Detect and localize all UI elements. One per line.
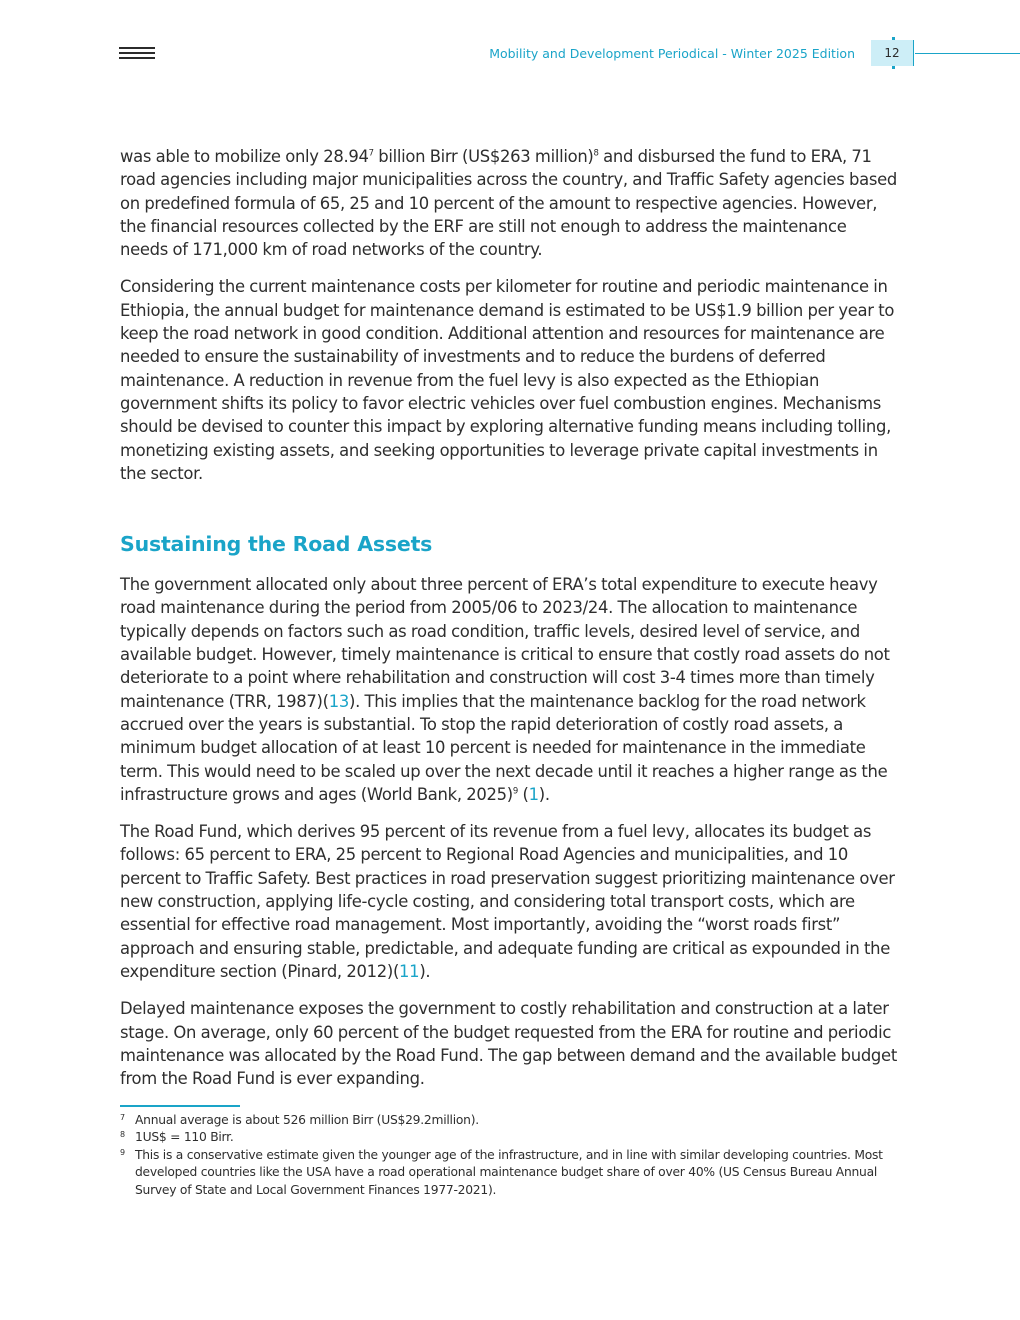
paragraph-funding xyxy=(120,145,898,261)
footnote-7 xyxy=(120,1112,898,1130)
paragraph-text: ( xyxy=(517,784,529,804)
section-heading: Sustaining the Road Assets xyxy=(120,532,433,557)
footnote-divider xyxy=(120,1105,240,1106)
footnote-text: Annual average is about 526 million Birr (US$29.2million). xyxy=(135,1112,479,1127)
paragraph-text: ). This implies that the maintenance backlog for the road network accrued over the years is substantial. To stop the rapid deterioration of costly road assets, a minimum budget allocation of at least 10 percent is needed for maintenance in the immediate term. This would need to be scaled up over the next decade until it reaches a higher range as the infrastructure grows and ages (World Bank, 2025) xyxy=(120,691,888,804)
footnote-mark: 9 xyxy=(120,1147,125,1157)
paragraph-road-fund xyxy=(120,820,898,983)
paragraph-text: and disbursed the fund to ERA, 71 road agencies including major municipalities across the country, and Traffic Safety agencies based on predefined formula of 65, 25 and 10 percent of the amount to respective agencies. However, the financial resources collected by the ERF are still not enough to address the maintenance needs of 171,000 km of road networks of the country. xyxy=(120,147,897,260)
page-box-tick-bottom xyxy=(892,66,895,69)
paragraph-text: ). xyxy=(538,784,550,804)
paragraph-text: ). xyxy=(419,961,431,981)
footnote-8 xyxy=(120,1129,898,1147)
footnote-ref-9[interactable]: 9 xyxy=(512,786,518,797)
paragraph-text: The government allocated only about three percent of ERA’s total expenditure to execute heavy road maintenance during the period from 2005/06 to 2023/24. The allocation to maintenance typically depends on factors such as road condition, traffic levels, desired level of service, and available budget. However, timely maintenance is critical to ensure that costly road assets do not deteriorate to a point where rehabilitation and construction will cost 3-4 times more than timely maintenance (TRR, 1987)( xyxy=(120,575,890,711)
menu-icon[interactable] xyxy=(119,47,155,60)
footnote-text: This is a conservative estimate given the younger age of the infrastructure, and in line with similar developing countries. Most developed countries like the USA have a road operational maintenance budget share of over 40% (US Census Bureau Annual Survey of State and Local Government Finances 1977-2021). xyxy=(135,1147,883,1197)
footnote-mark: 8 xyxy=(120,1130,125,1140)
footnote-ref-7[interactable]: 7 xyxy=(368,148,374,159)
header-rule xyxy=(915,53,1020,54)
paragraph-delayed-maintenance: Delayed maintenance exposes the government to costly rehabilitation and construction at a later stage. On average, only 60 percent of the budget requested from the ERA for routine and periodic maintenance was allocated by the Road Fund. The gap between demand and the available budget from the Road Fund is ever expanding. xyxy=(120,999,897,1089)
citation-link-11[interactable]: 11 xyxy=(399,961,420,981)
paragraph-allocation xyxy=(120,573,898,806)
paragraph-text: The Road Fund, which derives 95 percent of its revenue from a fuel levy, allocates its budget as follows: 65 percent to ERA, 25 percent to Regional Road Agencies and municipalities, and 10 percent to Traffic Safety. Best practices in road preservation suggest prioritizing maintenance over new construction, applying life-cycle costing, and considering total transport costs, which are essential for effective road management. Most importantly, avoiding the “worst roads first” approach and ensuring stable, predictable, and adequate funding are critical as expounded in the expenditure section (Pinard, 2012)( xyxy=(120,822,895,981)
footnote-ref-8[interactable]: 8 xyxy=(593,148,599,159)
footnote-9 xyxy=(120,1147,898,1200)
paragraph-text: was able to mobilize only 28.94 xyxy=(120,147,369,166)
citation-link-1[interactable]: 1 xyxy=(528,784,539,804)
article-body xyxy=(120,145,898,1199)
citation-link-13[interactable]: 13 xyxy=(328,691,349,711)
paragraph-text: billion Birr (US$263 million) xyxy=(373,147,594,166)
page-number: 12 xyxy=(884,46,900,60)
paragraph-maintenance-costs: Considering the current maintenance costs per kilometer for routine and periodic maintenance in Ethiopia, the annual budget for maintenance demand is estimated to be US$1.9 billion per year to keep the road network in good condition. Additional attention and resources for maintenance are needed to ensure the sustainability of investments and to reduce the burdens of deferred maintenance. A reduction in revenue from the fuel levy is also expected as the Ethiopian government shifts its policy to favor electric vehicles over fuel combustion engines. Mechanisms should be devised to counter this impact by exploring alternative funding means including tolling, monetizing existing assets, and seeking opportunities to leverage private capital investments in the sector. xyxy=(120,277,895,483)
footnote-mark: 7 xyxy=(120,1112,125,1122)
periodical-title: Mobility and Development Periodical - Winter 2025 Edition xyxy=(489,46,855,61)
footnote-text: 1US$ = 110 Birr. xyxy=(135,1130,234,1145)
